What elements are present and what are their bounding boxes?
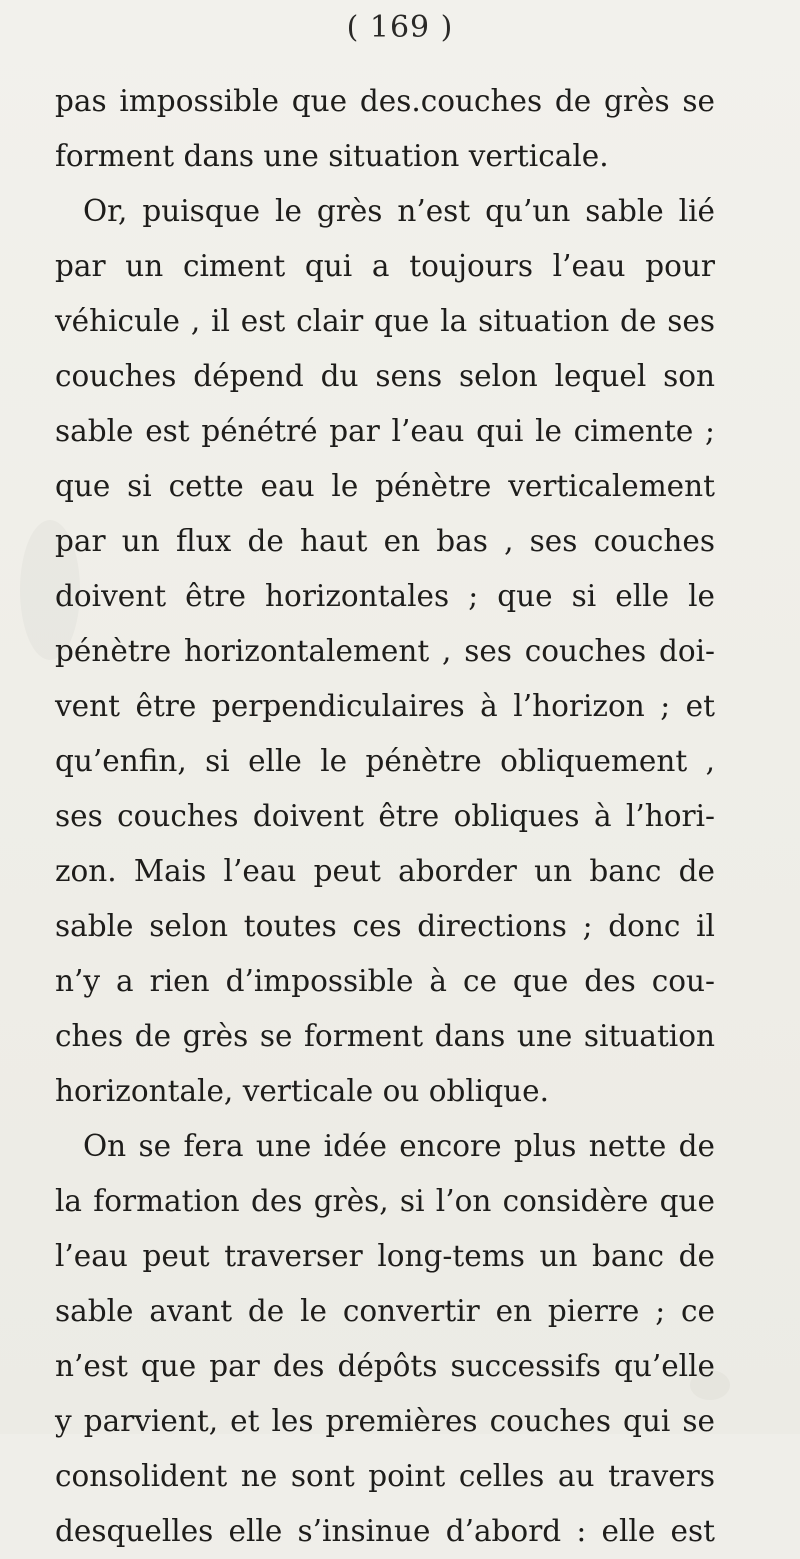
text-line: pénètre horizontalement , ses couches doi- xyxy=(55,634,715,668)
text-line: l’eau peut traverser long-tems un banc de xyxy=(55,1239,715,1273)
text-line: ses couches doivent être obliques à l’hori- xyxy=(55,799,715,833)
text-line: que si cette eau le pénètre verticalement xyxy=(55,469,715,503)
text-line: consolident ne sont point celles au travers xyxy=(55,1459,715,1493)
text-line: par un flux de haut en bas , ses couches xyxy=(55,524,715,558)
text-line: forment dans une situation verticale. xyxy=(55,139,609,173)
text-line: horizontale, verticale ou oblique. xyxy=(55,1074,549,1108)
body-text xyxy=(55,74,715,1559)
text-line: n’y a rien d’impossible à ce que des cou- xyxy=(55,964,715,998)
text-line: pas impossible que des.couches de grès se xyxy=(55,84,715,118)
text-line: sable est pénétré par l’eau qui le cimente ; xyxy=(55,414,715,448)
text-line: Or, puisque le grès n’est qu’un sable lié xyxy=(83,194,715,228)
text-line: sable avant de le convertir en pierre ; ce xyxy=(55,1294,715,1328)
text-line: zon. Mais l’eau peut aborder un banc de xyxy=(55,854,715,888)
text-line: par un ciment qui a toujours l’eau pour xyxy=(55,249,715,283)
text-line: n’est que par des dépôts successifs qu’elle xyxy=(55,1349,715,1383)
text-line: y parvient, et les premières couches qui se xyxy=(55,1404,715,1438)
text-line: véhicule , il est clair que la situation de ses xyxy=(55,304,715,338)
text-line: vent être perpendiculaires à l’horizon ; et xyxy=(55,689,715,723)
text-line: doivent être horizontales ; que si elle le xyxy=(55,579,715,613)
text-line: qu’enfin, si elle le pénètre obliquement , xyxy=(55,744,715,778)
text-line: ches de grès se forment dans une situation xyxy=(55,1019,715,1053)
text-line: la formation des grès, si l’on considère que xyxy=(55,1184,715,1218)
text-line: sable selon toutes ces directions ; donc il xyxy=(55,909,715,943)
text-line: On se fera une idée encore plus nette de xyxy=(83,1129,715,1163)
text-line: desquelles elle s’insinue d’abord : elle est xyxy=(55,1514,715,1548)
text-line: couches dépend du sens selon lequel son xyxy=(55,359,715,393)
page-number: ( 169 ) xyxy=(346,10,454,45)
